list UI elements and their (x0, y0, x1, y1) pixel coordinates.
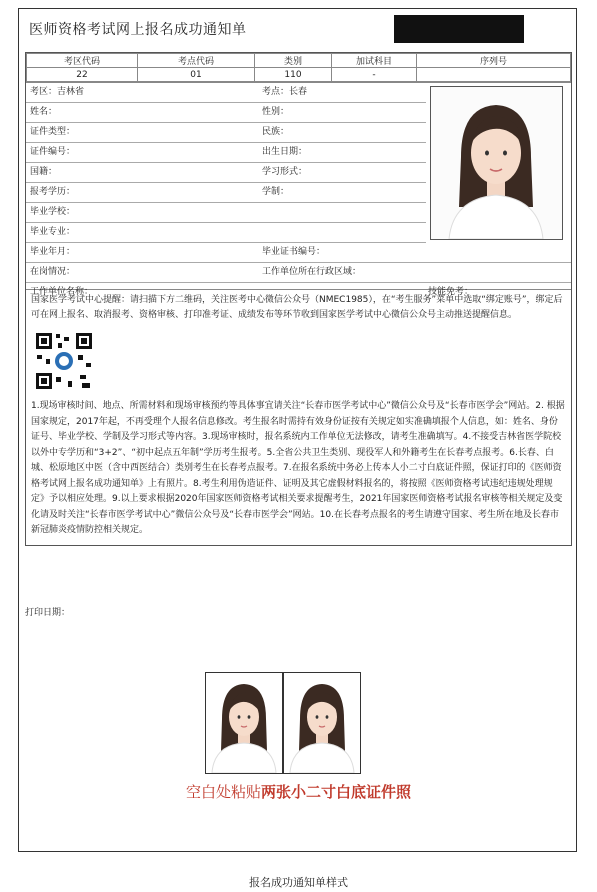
print-date-label: 打印日期： (25, 608, 71, 618)
info-block (26, 82, 571, 297)
field-gender: 性别： (262, 107, 290, 117)
info-row (26, 283, 571, 302)
paste-note-bold: 两张小二寸白底证件照 (261, 783, 412, 801)
info-row (26, 263, 571, 283)
registration-sheet (25, 52, 572, 546)
info-row (26, 123, 426, 143)
field-birth: 出生日期： (262, 147, 308, 157)
code-table (26, 53, 571, 82)
field-kaoqu: 考区：吉林省 (30, 87, 85, 97)
code-header: 类别 (255, 54, 332, 68)
code-value (417, 68, 571, 82)
field-study-form: 学习形式： (262, 167, 308, 177)
field-region: 工作单位所在行政区域： (262, 267, 362, 277)
field-schooling: 学制： (262, 187, 290, 197)
page-title: 医师资格考试网上报名成功通知单 (29, 22, 247, 38)
code-header-row (27, 54, 571, 68)
paste-note-pre: 空白处粘贴 (185, 783, 261, 801)
code-value: 01 (138, 68, 255, 82)
field-grad-year: 毕业年月： (30, 247, 76, 257)
field-school: 毕业学校： (30, 207, 76, 217)
info-row (26, 143, 426, 163)
info-row (26, 223, 426, 243)
field-major: 毕业专业： (30, 227, 76, 237)
portrait-illustration (206, 673, 282, 773)
field-skill-exempt: 技能免考： (428, 287, 474, 297)
field-name: 姓名： (30, 107, 58, 117)
redacted-block (394, 15, 524, 43)
code-header: 加试科目 (332, 54, 417, 68)
info-row (26, 243, 571, 263)
qr-code-icon[interactable] (34, 331, 94, 391)
info-row (26, 163, 426, 183)
wechat-notice: 国家医学考试中心提醒：请扫描下方二维码，关注医考中心微信公众号（NMEC1985），在“考生服务”菜单中选取“绑定账号”，绑定后可在网上报名、取消报考、资格审核、打印准考证、成绩发布等环节收到国家医学考试中心微信公众号主动推送提醒信息。 (26, 289, 571, 326)
field-cert-no: 毕业证书编号： (262, 247, 326, 257)
info-row (26, 83, 426, 103)
info-row (26, 183, 426, 203)
portrait-illustration (284, 673, 360, 773)
field-degree: 报考学历： (30, 187, 76, 197)
field-nationality: 国籍： (30, 167, 58, 177)
paste-photo-slot-1 (205, 672, 283, 774)
field-employed: 在岗情况： (30, 267, 76, 277)
code-header: 考区代码 (27, 54, 138, 68)
info-row (26, 203, 426, 223)
paste-photo-slot-2 (283, 672, 361, 774)
portrait-illustration (431, 87, 562, 239)
field-kaodian: 考点：长春 (262, 87, 308, 97)
notice-page (18, 8, 577, 852)
code-value-row (27, 68, 571, 82)
figure-caption: 报名成功通知单样式 (249, 876, 348, 889)
applicant-photo (430, 86, 563, 240)
code-value: 110 (255, 68, 332, 82)
info-row (26, 103, 426, 123)
code-value: - (332, 68, 417, 82)
code-header: 序列号 (417, 54, 571, 68)
field-ethnic: 民族： (262, 127, 290, 137)
paste-photo-note (19, 781, 578, 802)
code-value: 22 (27, 68, 138, 82)
registration-rules: 1.现场审核时间、地点、所需材料和现场审核预约等具体事宜请关注“长春市医学考试中心”微信公众号及“长春市医学会”网站。2. 根据国家规定，2017年起，不再受理个人报名信息修改。考生报名时需持有效身份证按有关规定如实准确填报个人信息，如：姓名、身份证号、毕业学校、学制及学习形式等内容。3.现场审核时，报名系统内工作单位无法修改，请考生准确填写。4.不接受吉林省医学院校以外中专学历和“3+2”、“初中起点五年制”学历考生报考。5.全省公共卫生类别、现役军人和外籍考生在长春考点报考。6.长春、白城、松原地区中医（含中西医结合）类别考生在长春考点报考。7.在报名系统中务必上传本人小二寸白底证件照，保证打印的《医师资格考试网上报名成功通知单》上有照片。8.考生利用伪造证件、证明及其它虚假材料报名的，将按照《医师资格考试违纪违规处理规定》予以相应处理。9.以上要求根据2020年国家医师资格考试相关要求提醒考生，2021年国家医师资格考试报名审核等相关规定及变化请及时关注“长春市医学考试中心”微信公众号及“长春市医学会”网站。10.在长春考点报名的考生请遵守国家、考生所在地及长春市新冠肺炎疫情防控相关规定。 (31, 401, 565, 535)
field-id-type: 证件类型： (30, 127, 76, 137)
code-header: 考点代码 (138, 54, 255, 68)
field-work-unit: 工作单位名称： (30, 287, 94, 297)
field-id-no: 证件编号： (30, 147, 76, 157)
